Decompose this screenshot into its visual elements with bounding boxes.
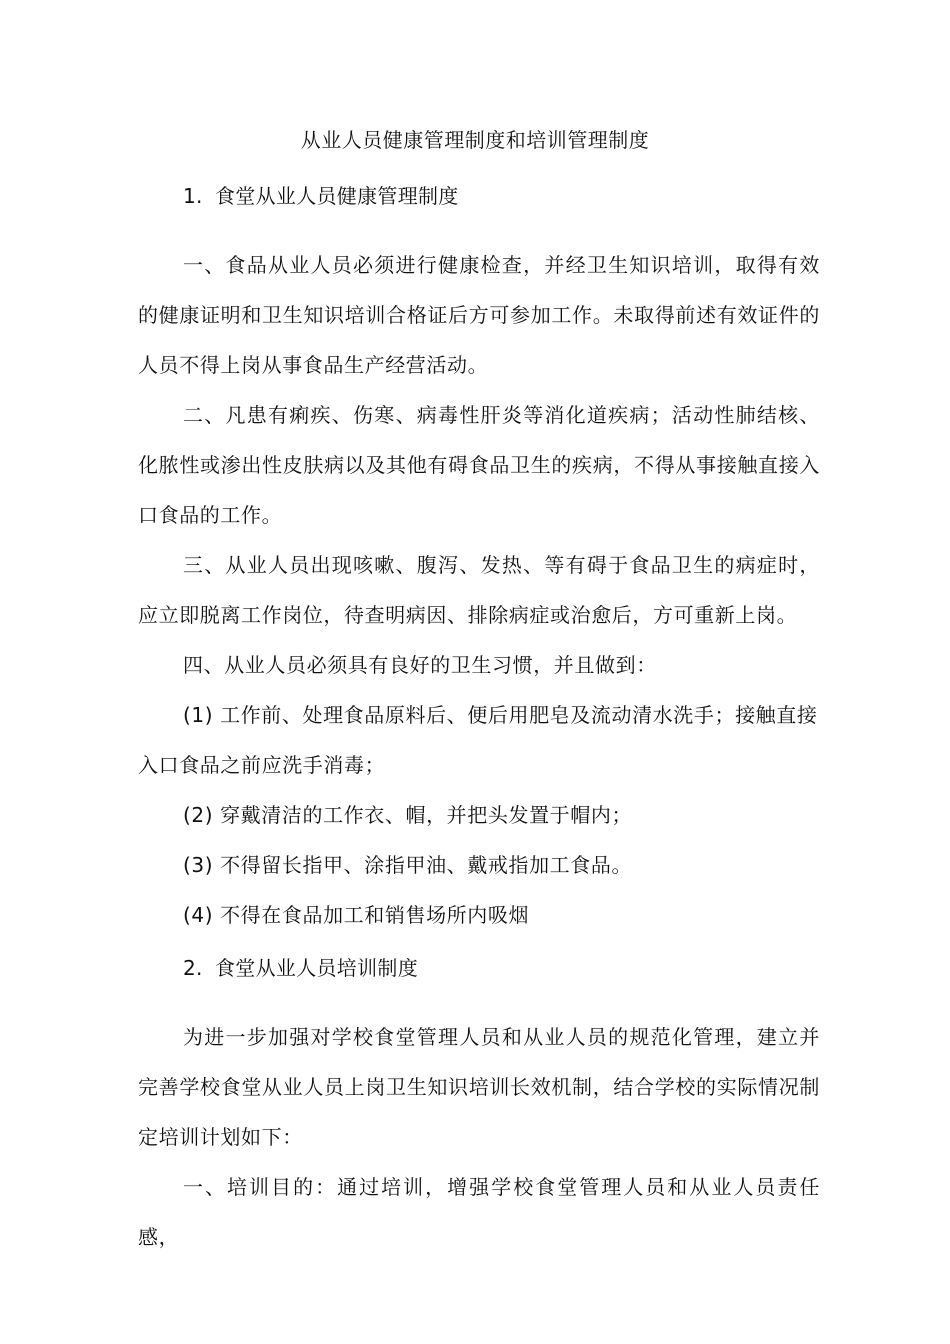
section-1-heading (183, 178, 459, 214)
section-2-number: 2. (183, 956, 203, 980)
hygiene-item-2: (2) 穿戴清洁的工作衣、帽，并把头发置于帽内； (183, 803, 633, 827)
hygiene-item-1: (1) 工作前、处理食品原料后、便后用肥皂及流动清水洗手；接触直接入口食品之前应洗手消毒； (138, 703, 818, 777)
paragraph-training-intro: 为进一步加强对学校食堂管理人员和从业人员的规范化管理，建立并完善学校食堂从业人员上岗卫生知识培训长效机制，结合学校的实际情况制定培训计划如下： (138, 1025, 820, 1149)
section-1-number: 1. (183, 184, 203, 208)
paragraph-health-check: 一、食品从业人员必须进行健康检查，并经卫生知识培训，取得有效的健康证明和卫生知识培训合格证后方可参加工作。未取得前述有效证件的人员不得上岗从事食品生产经营活动。 (138, 253, 820, 377)
section-2-heading (183, 950, 418, 986)
section-1-title: 食堂从业人员健康管理制度 (215, 184, 459, 208)
paragraph-illness-leave: 三、从业人员出现咳嗽、腹泻、发热、等有碍于食品卫生的病症时，应立即脱离工作岗位，待查明病因、排除病症或治愈后，方可重新上岗。 (138, 553, 820, 627)
paragraph-training-goal: 一、培训目的：通过培训，增强学校食堂管理人员和从业人员责任感， (138, 1175, 820, 1249)
document-title: 从业人员健康管理制度和培训管理制度 (300, 128, 650, 152)
paragraph-disease-restriction: 二、凡患有痢疾、伤寒、病毒性肝炎等消化道疾病；活动性肺结核、化脓性或渗出性皮肤病以及其他有碍食品卫生的疾病，不得从事接触直接入口食品的工作。 (138, 403, 820, 527)
hygiene-item-4: (4) 不得在食品加工和销售场所内吸烟 (183, 903, 530, 927)
paragraph-hygiene-habits: 四、从业人员必须具有良好的卫生习惯，并且做到： (183, 653, 657, 677)
hygiene-item-3: (3) 不得留长指甲、涂指甲油、戴戒指加工食品。 (183, 853, 633, 877)
section-2-title: 食堂从业人员培训制度 (215, 956, 418, 980)
